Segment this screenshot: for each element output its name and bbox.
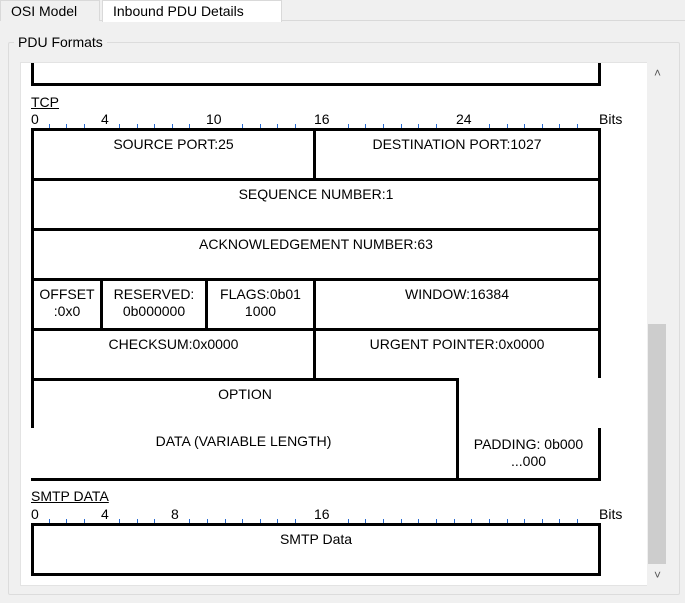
field-text: SOURCE PORT:25: [113, 136, 234, 152]
tcp-checksum-field: [31, 328, 316, 381]
smtp-data-field: [31, 523, 601, 576]
field-text: DATA (VARIABLE LENGTH): [155, 433, 332, 449]
tcp-flags-field: [205, 278, 316, 331]
ruler-label: 4: [101, 111, 109, 127]
field-text: URGENT POINTER:0x0000: [369, 336, 545, 352]
tab-bar: [0, 0, 685, 21]
tcp-sequence-number-field: [31, 178, 601, 231]
ruler-label: 0: [31, 111, 39, 127]
smtp-title: SMTP DATA: [31, 488, 109, 504]
ruler-label: 16: [314, 506, 330, 522]
tcp-destination-port-field: [313, 128, 601, 181]
field-text: SEQUENCE NUMBER:1: [238, 186, 394, 202]
field-text: ...000: [510, 453, 547, 469]
ruler-unit: Bits: [599, 506, 623, 522]
field-text: CHECKSUM:0x0000: [108, 336, 239, 352]
tcp-title: TCP: [31, 94, 59, 110]
field-text: ACKNOWLEDGEMENT NUMBER:63: [199, 236, 433, 252]
tcp-offset-field: [31, 278, 103, 331]
tab-inbound-pdu-details[interactable]: Inbound PDU Details: [102, 0, 282, 22]
tcp-padding-field: [456, 428, 601, 481]
vertical-scrollbar[interactable]: [647, 62, 668, 586]
tcp-window-field: [313, 278, 601, 331]
field-text: 0b000000: [122, 303, 186, 319]
tab-osi-model[interactable]: OSI Model: [0, 0, 100, 21]
field-text: FLAGS:0b01: [220, 286, 301, 302]
scroll-thumb[interactable]: [648, 324, 666, 564]
field-text: RESERVED:: [113, 286, 195, 302]
tcp-bit-ruler: [31, 112, 661, 128]
ruler-label: 24: [456, 111, 472, 127]
scroll-down-arrow-icon[interactable]: ˅: [653, 568, 661, 582]
field-text: :0x0: [53, 303, 81, 319]
ruler-unit: Bits: [599, 111, 623, 127]
tcp-source-port-field: [31, 128, 316, 181]
ruler-label: 8: [171, 506, 179, 522]
tcp-urgent-pointer-field: [313, 328, 601, 381]
group-title: PDU Formats: [14, 33, 107, 51]
field-text: PADDING: 0b000: [473, 436, 584, 452]
ruler-label: 10: [206, 111, 222, 127]
tcp-option-field: [31, 378, 459, 431]
field-text: DESTINATION PORT:1027: [372, 136, 542, 152]
field-text: 1000: [244, 303, 277, 319]
ruler-label: 16: [314, 111, 330, 127]
previous-pdu-row: [31, 62, 601, 86]
ruler-label: 4: [101, 506, 109, 522]
tcp-data-field: [31, 428, 459, 481]
ruler-label: 0: [31, 506, 39, 522]
field-text: WINDOW:16384: [405, 286, 509, 302]
tcp-ack-number-field: [31, 228, 601, 281]
smtp-bit-ruler: [31, 507, 661, 523]
tcp-option-remainder: [456, 378, 601, 431]
pdu-scroll-area[interactable]: [20, 62, 668, 586]
field-text: OFFSET: [39, 286, 95, 302]
scroll-up-arrow-icon[interactable]: ˄: [653, 66, 661, 80]
field-text: OPTION: [218, 386, 272, 402]
field-text: SMTP Data: [279, 531, 353, 547]
tcp-reserved-field: [100, 278, 208, 331]
